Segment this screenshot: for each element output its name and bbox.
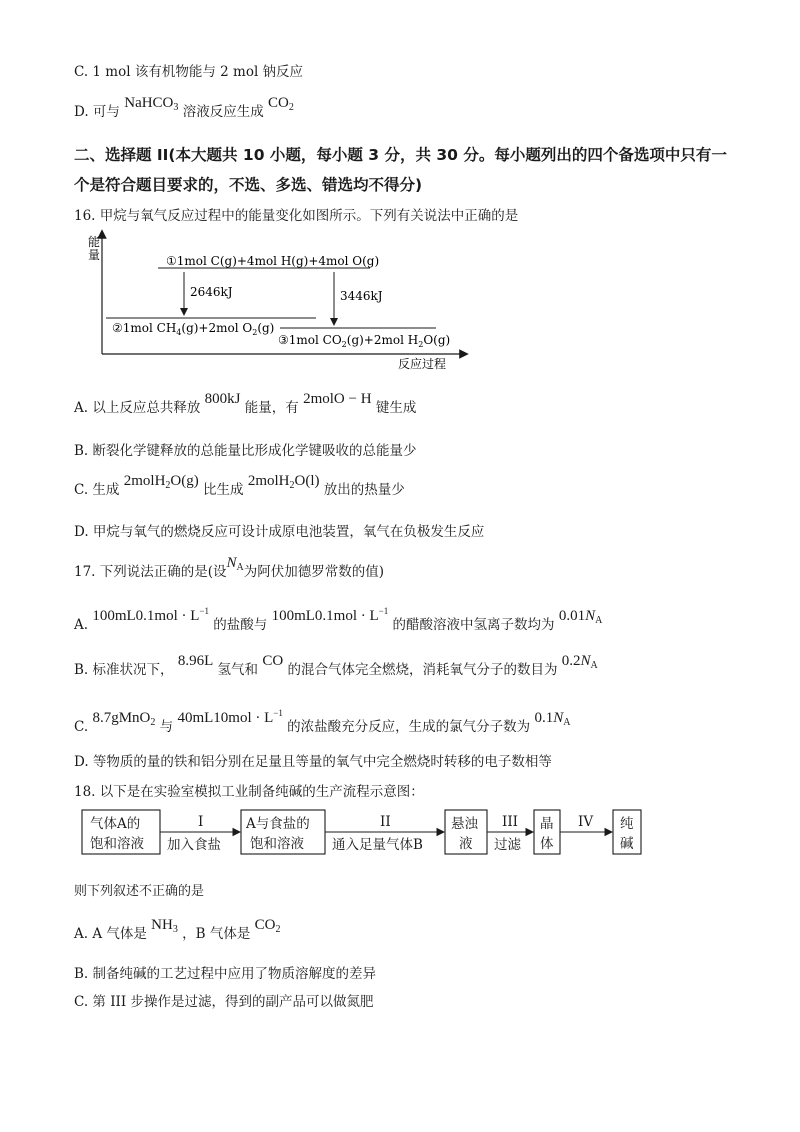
formula-01na: $0.1N_A$ bbox=[534, 710, 571, 728]
formula-o-h: 2molO − H bbox=[303, 391, 372, 407]
level-1-label: ①1mol C(g)+4mol H(g)+4mol O(g) bbox=[166, 254, 380, 268]
q15-option-d: D. 可与 NaHCO$_3$ 溶液反应生成 $CO_2$ bbox=[74, 95, 294, 120]
svg-text:加入食盐: 加入食盐 bbox=[167, 837, 221, 853]
formula-h2o-g: 2molH$_2$O(g) bbox=[123, 473, 199, 491]
svg-text:碱: 碱 bbox=[620, 836, 634, 852]
svg-text:晶: 晶 bbox=[540, 816, 554, 832]
svg-text:悬浊: 悬浊 bbox=[451, 816, 478, 832]
formula-hcl-conc: $100mL0.1mol \cdot L^{-1}$ bbox=[92, 606, 209, 624]
svg-text:IV: IV bbox=[578, 814, 594, 830]
level-2-label: ②1mol $CH_4(g)+2mol$ $O_2(g)$ bbox=[112, 321, 275, 337]
level-3-label: ③1mol $CO_2(g)+2mol$ $H_2O(g)$ bbox=[278, 333, 451, 349]
q16-option-b: B. 断裂化学键释放的总能量比形成化学键吸收的总能量少 bbox=[74, 443, 417, 459]
formula-acetic-conc: $100mL0.1mol \cdot L^{-1}$ bbox=[271, 606, 389, 624]
svg-text:纯: 纯 bbox=[620, 816, 634, 832]
svg-text:A与食盐的: A与食盐的 bbox=[246, 816, 310, 832]
soda-flowchart bbox=[80, 806, 680, 862]
q16-option-a: A. 以上反应总共释放 800kJ 能量，有 2molO − H 键生成 bbox=[74, 391, 417, 416]
q17-stem: 17. 下列说法正确的是(设$N_A$为阿伏加德罗常数的值) bbox=[74, 555, 385, 580]
svg-text:饱和溶液: 饱和溶液 bbox=[250, 836, 304, 852]
svg-text:液: 液 bbox=[459, 836, 473, 852]
q15-option-c: C. 1 mol 该有机物能与 2 mol 钠反应 bbox=[74, 64, 304, 80]
svg-text:饱和溶液: 饱和溶液 bbox=[90, 836, 144, 852]
formula-nahco3: NaHCO$_3$ bbox=[124, 95, 179, 113]
formula-co: CO bbox=[262, 653, 284, 669]
formula-800kj: 800kJ bbox=[204, 391, 241, 407]
formula-co2: $CO_2$ bbox=[268, 95, 294, 113]
q17-option-c: C. 8.7gMnO$_2$ 与 $40mL10mol \cdot L^{-1}$ 的浓盐酸充分反应，生成的氯气分子数为 $0.1N_A$ bbox=[74, 708, 571, 735]
section-heading-line2: 个是符合题目要求的，不选、多选、错选均不得分) bbox=[74, 176, 423, 194]
gap-2646-label: 2646kJ bbox=[190, 285, 233, 299]
q16-option-d: D. 甲烷与氧气的燃烧反应可设计成原电池装置，氧气在负极发生反应 bbox=[74, 524, 485, 540]
q18-stem: 18. 以下是在实验室模拟工业制备纯碱的生产流程示意图： bbox=[74, 784, 424, 800]
svg-text:过滤: 过滤 bbox=[494, 837, 521, 853]
formula-02na: $0.2N_A$ bbox=[561, 653, 598, 671]
formula-896l: 8.96L bbox=[177, 653, 214, 669]
y-axis-label-1: 能量 bbox=[88, 235, 101, 262]
energy-diagram bbox=[70, 228, 470, 373]
q18-note: 则下列叙述不正确的是 bbox=[74, 884, 205, 899]
formula-co2-b: $CO_2$ bbox=[254, 917, 281, 935]
q16-stem: 16. 甲烷与氧气反应过程中的能量变化如图所示。下列有关说法中正确的是 bbox=[74, 208, 519, 224]
q18-option-c: C. 第 III 步操作是过滤，得到的副产品可以做氮肥 bbox=[74, 994, 374, 1010]
q17-option-d: D. 等物质的量的铁和铝分别在足量且等量的氧气中完全燃烧时转移的电子数相等 bbox=[74, 754, 552, 770]
x-axis-label: 反应过程 bbox=[398, 357, 447, 371]
formula-nh3: $NH_3$ bbox=[151, 917, 178, 935]
gap-3446-label: 3446kJ bbox=[340, 289, 383, 303]
q18-option-b: B. 制备纯碱的工艺过程中应用了物质溶解度的差异 bbox=[74, 966, 377, 982]
q16-option-c: C. 生成 2molH$_2$O(g) 比生成 2molH$_2$O(l) 放出的热量少 bbox=[74, 473, 405, 498]
svg-text:通入足量气体B: 通入足量气体B bbox=[332, 837, 423, 853]
formula-h2o-l: 2molH$_2$O(l) bbox=[247, 473, 320, 491]
q17-option-a: A. $100mL0.1mol \cdot L^{-1}$ 的盐酸与 $100mL0.1mol \cdot L^{-1}$ 的醋酸溶液中氢离子数均为 $0.01N_A$ bbox=[74, 606, 603, 633]
svg-text:体: 体 bbox=[540, 836, 554, 852]
svg-text:III: III bbox=[502, 814, 518, 830]
q18-option-a: A. A 气体是 $NH_3$ ，B 气体是 $CO_2$ bbox=[74, 917, 281, 942]
q17-option-b: B. 标准状况下， 8.96L 氢气和 CO 的混合气体完全燃烧，消耗氧气分子的数目为 $0.2N_A$ bbox=[74, 653, 598, 678]
svg-text:气体A的: 气体A的 bbox=[90, 816, 141, 832]
svg-text:I: I bbox=[198, 814, 204, 830]
formula-001na: $0.01N_A$ bbox=[558, 608, 603, 626]
formula-hcl-conc-c: $40mL10mol \cdot L^{-1}$ bbox=[177, 708, 283, 726]
svg-text:II: II bbox=[380, 814, 391, 830]
formula-na: $N_A$ bbox=[226, 555, 244, 573]
section-heading-line1: 二、选择题 II(本大题共 10 小题，每小题 3 分，共 30 分。每小题列出的四个备选项中只有一 bbox=[74, 146, 727, 164]
formula-mno2: 8.7gMnO$_2$ bbox=[92, 710, 156, 728]
